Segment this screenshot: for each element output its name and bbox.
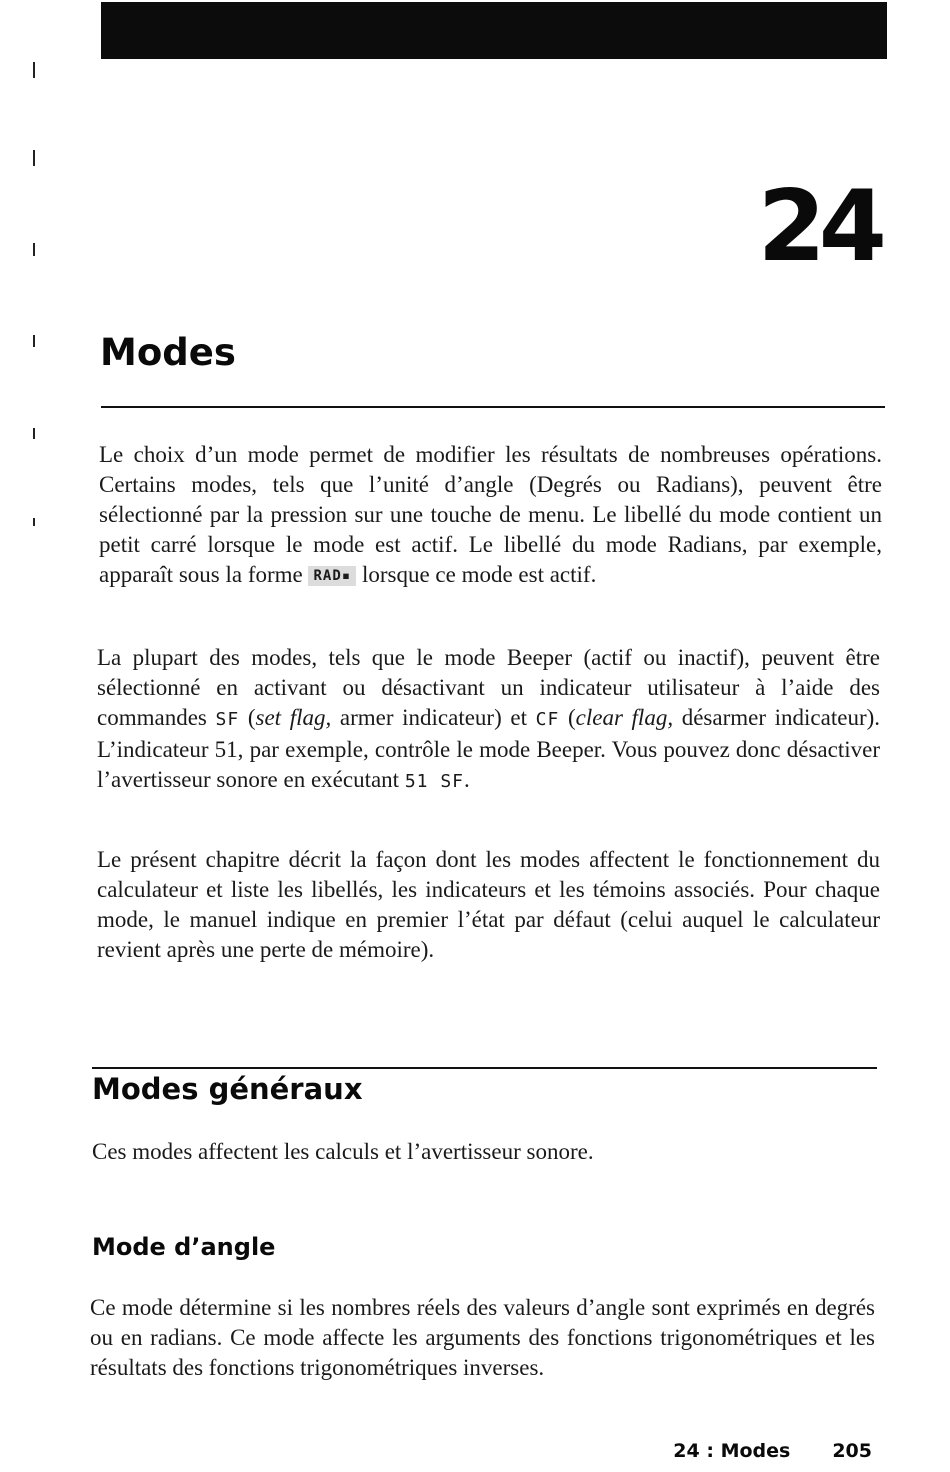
margin-mark [33,243,35,256]
subsection-title-angle-mode: Mode d’angle [92,1233,276,1261]
general-modes-text: Ces modes affectent les calculs et l’avertisseur sonore. [92,1139,594,1164]
intro-paragraph-2-end: désarmer indicateur). L’indicateur 51, par exemple, contrôle le mode Beeper. Vous pouvez donc désactiver l’avertisseur sonore en exécutant [97,705,881,792]
beeper-off-example: 51 SF [404,771,465,792]
page-number: 205 [832,1440,872,1462]
angle-mode-text: Ce mode détermine si les nombres réels des valeurs d’angle sont exprimés en degrés ou en radians. Ce mode affecte les arguments des fonctions trigonométriques et les résultats des fonctions trigonométriques inverses. [90,1295,875,1380]
margin-mark [33,335,35,347]
chapter-header-bar [101,2,887,59]
footer-chapter-label: 24 : Modes [673,1440,791,1462]
section-title-general-modes: Modes généraux [92,1072,363,1106]
chapter-number: 24 [757,170,880,284]
intro-paragraph-2-mid: armer indicateur) et [339,705,527,730]
margin-mark [33,150,35,166]
chapter-title-rule [101,406,885,408]
margin-mark [33,428,35,439]
margin-mark [33,62,35,78]
sf-term: set flag, [255,705,332,730]
sf-command: SF [215,709,240,730]
intro-paragraph-2: La plupart des modes, tels que le mode Beeper (actif ou inactif), peuvent être sélectionné en activant ou désactivant un indicateur utilisateur à l’aide des commandes SF (set flag, armer indicateur) et CF (clear flag, désarmer indicateur). L’indicateur 51, par exemple, contrôle le mode Beeper. Vous pouvez donc désactiver l’avertisseur sonore en exécutant 51 SF. [97,645,881,792]
cf-command: CF [535,709,560,730]
cf-term: clear flag, [575,705,674,730]
rad-mode-label: RAD▪ [308,566,356,586]
intro-paragraph-1-text: Le choix d’un mode permet de modifier les résultats de nombreuses opérations. Certains modes, tels que l’unité d’angle (Degrés ou Radians), peuvent être sélectionné par la pression sur une touche de menu. Le libellé du mode contient un petit carré lorsque le mode est actif. Le libellé du mode Radians, par exemple, apparaît sous la forme [99,442,882,587]
chapter-title: Modes [100,331,236,374]
intro-paragraph-3: Le présent chapitre décrit la façon dont les modes affectent le fonctionnement du calculateur et liste les libellés, les indicateurs et les témoins associés. Pour chaque mode, le manuel indique en premier l’état par défaut (celui auquel le calculateur revient après une perte de mémoire). [97,847,880,962]
section-rule [92,1067,877,1069]
margin-mark [33,518,35,526]
intro-paragraph-2-text: La plupart des modes, tels que le mode Beeper (actif ou inactif), peuvent être sélectionné en activant ou désactivant un indicateur utilisateur à l’aide des commandes [97,645,880,730]
page-footer [673,1440,872,1462]
intro-paragraph-1 [99,440,882,590]
intro-paragraph-1-end: lorsque ce mode est actif. [361,562,597,587]
